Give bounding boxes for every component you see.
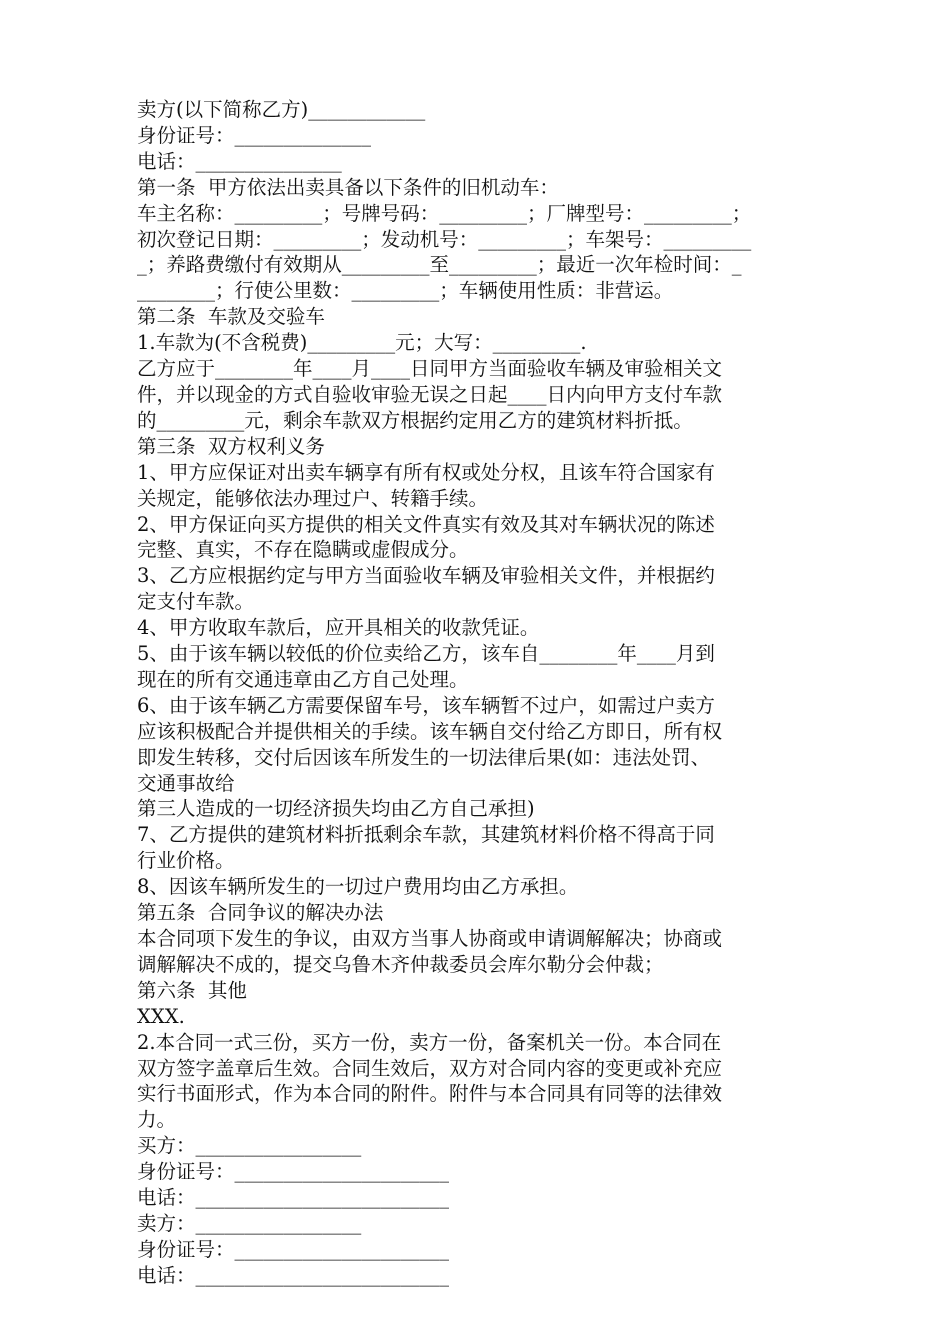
- other-line: 2.本合同一式三份，买方一份，卖方一份，备案机关一份。本合同在: [137, 1030, 722, 1054]
- clause-line: 1、甲方应保证对出卖车辆享有所有权或处分权，且该车符合国家有: [137, 460, 715, 484]
- clause-line: 即发生转移，交付后因该车所发生的一切法律后果(如：违法处罚、: [137, 745, 711, 769]
- article-2-heading: 第二条 车款及交验车: [137, 305, 325, 329]
- clause-line: 第三人造成的一切经济损失均由乙方自己承担): [137, 797, 535, 821]
- vehicle-info-line: 车主名称：_________；号牌号码：_________；厂牌型号：_________；: [137, 201, 752, 225]
- clause-line: 6、由于该车辆乙方需要保留车号，该车辆暂不过户，如需过户卖方: [137, 693, 715, 717]
- clause-line: 交通事故给: [137, 771, 235, 795]
- dispute-line: 调解解决不成的，提交乌鲁木齐仲裁委员会库尔勒分会仲裁；: [137, 952, 664, 976]
- other-line: XXX.: [137, 1004, 185, 1028]
- clause-line: 应该积极配合并提供相关的手续。该车辆自交付给乙方即日，所有权: [137, 719, 723, 743]
- clause-line: 定支付车款。: [137, 590, 255, 614]
- article-1-heading: 第一条 甲方依法出卖具备以下条件的旧机动车：: [137, 175, 559, 199]
- seller-phone-line: 电话：_______________: [137, 149, 342, 173]
- payment-line: 的_________元，剩余车款双方根据约定用乙方的建筑材料折抵。: [137, 408, 693, 432]
- clause-line: 2、甲方保证向买方提供的相关文件真实有效及其对车辆状况的陈述: [137, 512, 715, 536]
- vehicle-info-line: ________；行使公里数：_________；车辆使用性质：非营运。: [137, 279, 674, 303]
- article-6-heading: 第六条 其他: [137, 978, 247, 1002]
- vehicle-info-line: _；养路费缴付有效期从_________至_________；最近一次年检时间：_: [137, 253, 742, 277]
- seller-id-line: 身份证号：______________: [137, 123, 372, 147]
- buyer-id-line: 身份证号：______________________: [137, 1160, 450, 1184]
- payment-line: 件，并以现金的方式自验收审验无误之日起____日内向甲方支付车款: [137, 382, 723, 406]
- clause-line: 8、因该车辆所发生的一切过户费用均由乙方承担。: [137, 875, 579, 899]
- price-line: 1.车款为(不含税费)_________元；大写：_________.: [137, 331, 587, 355]
- other-line: 双方签字盖章后生效。合同生效后，双方对合同内容的变更或补充应: [137, 1056, 723, 1080]
- clause-line: 现在的所有交通违章由乙方自己处理。: [137, 667, 469, 691]
- other-line: 力。: [137, 1108, 177, 1132]
- clause-line: 5、由于该车辆以较低的价位卖给乙方，该车自________年____月到: [137, 642, 715, 666]
- seller-name-line: 卖方(以下简称乙方)____________: [137, 98, 426, 121]
- article-5-heading: 第五条 合同争议的解决办法: [137, 901, 384, 925]
- clause-line: 完整、真实，不存在隐瞒或虚假成分。: [137, 538, 469, 562]
- clause-line: 4、甲方收取车款后，应开具相关的收款凭证。: [137, 616, 540, 640]
- clause-line: 3、乙方应根据约定与甲方当面验收车辆及审验相关文件，并根据约: [137, 564, 715, 588]
- dispute-line: 本合同项下发生的争议，由双方当事人协商或申请调解解决；协商或: [137, 927, 723, 950]
- contract-page: [137, 97, 817, 1289]
- buyer-signature-line: 买方：_________________: [137, 1134, 362, 1158]
- other-line: 实行书面形式，作为本合同的附件。附件与本合同具有同等的法律效: [137, 1082, 723, 1106]
- article-3-heading: 第三条 双方权利义务: [137, 434, 325, 458]
- clause-line: 行业价格。: [137, 849, 235, 873]
- vehicle-info-line: 初次登记日期：_________；发动机号：_________；车架号：_________: [137, 227, 752, 251]
- clause-line: 关规定，能够依法办理过户、转籍手续。: [137, 486, 489, 510]
- seller-id-sign-line: 身份证号：______________________: [137, 1237, 450, 1261]
- seller-signature-line: 卖方：_________________: [137, 1211, 362, 1235]
- clause-line: 7、乙方提供的建筑材料折抵剩余车款，其建筑材料价格不得高于同: [137, 823, 715, 847]
- buyer-phone-line: 电话：__________________________: [137, 1186, 450, 1210]
- payment-line: 乙方应于________年____月____日同甲方当面验收车辆及审验相关文: [137, 357, 723, 381]
- seller-phone-sign-line: 电话：__________________________: [137, 1263, 450, 1287]
